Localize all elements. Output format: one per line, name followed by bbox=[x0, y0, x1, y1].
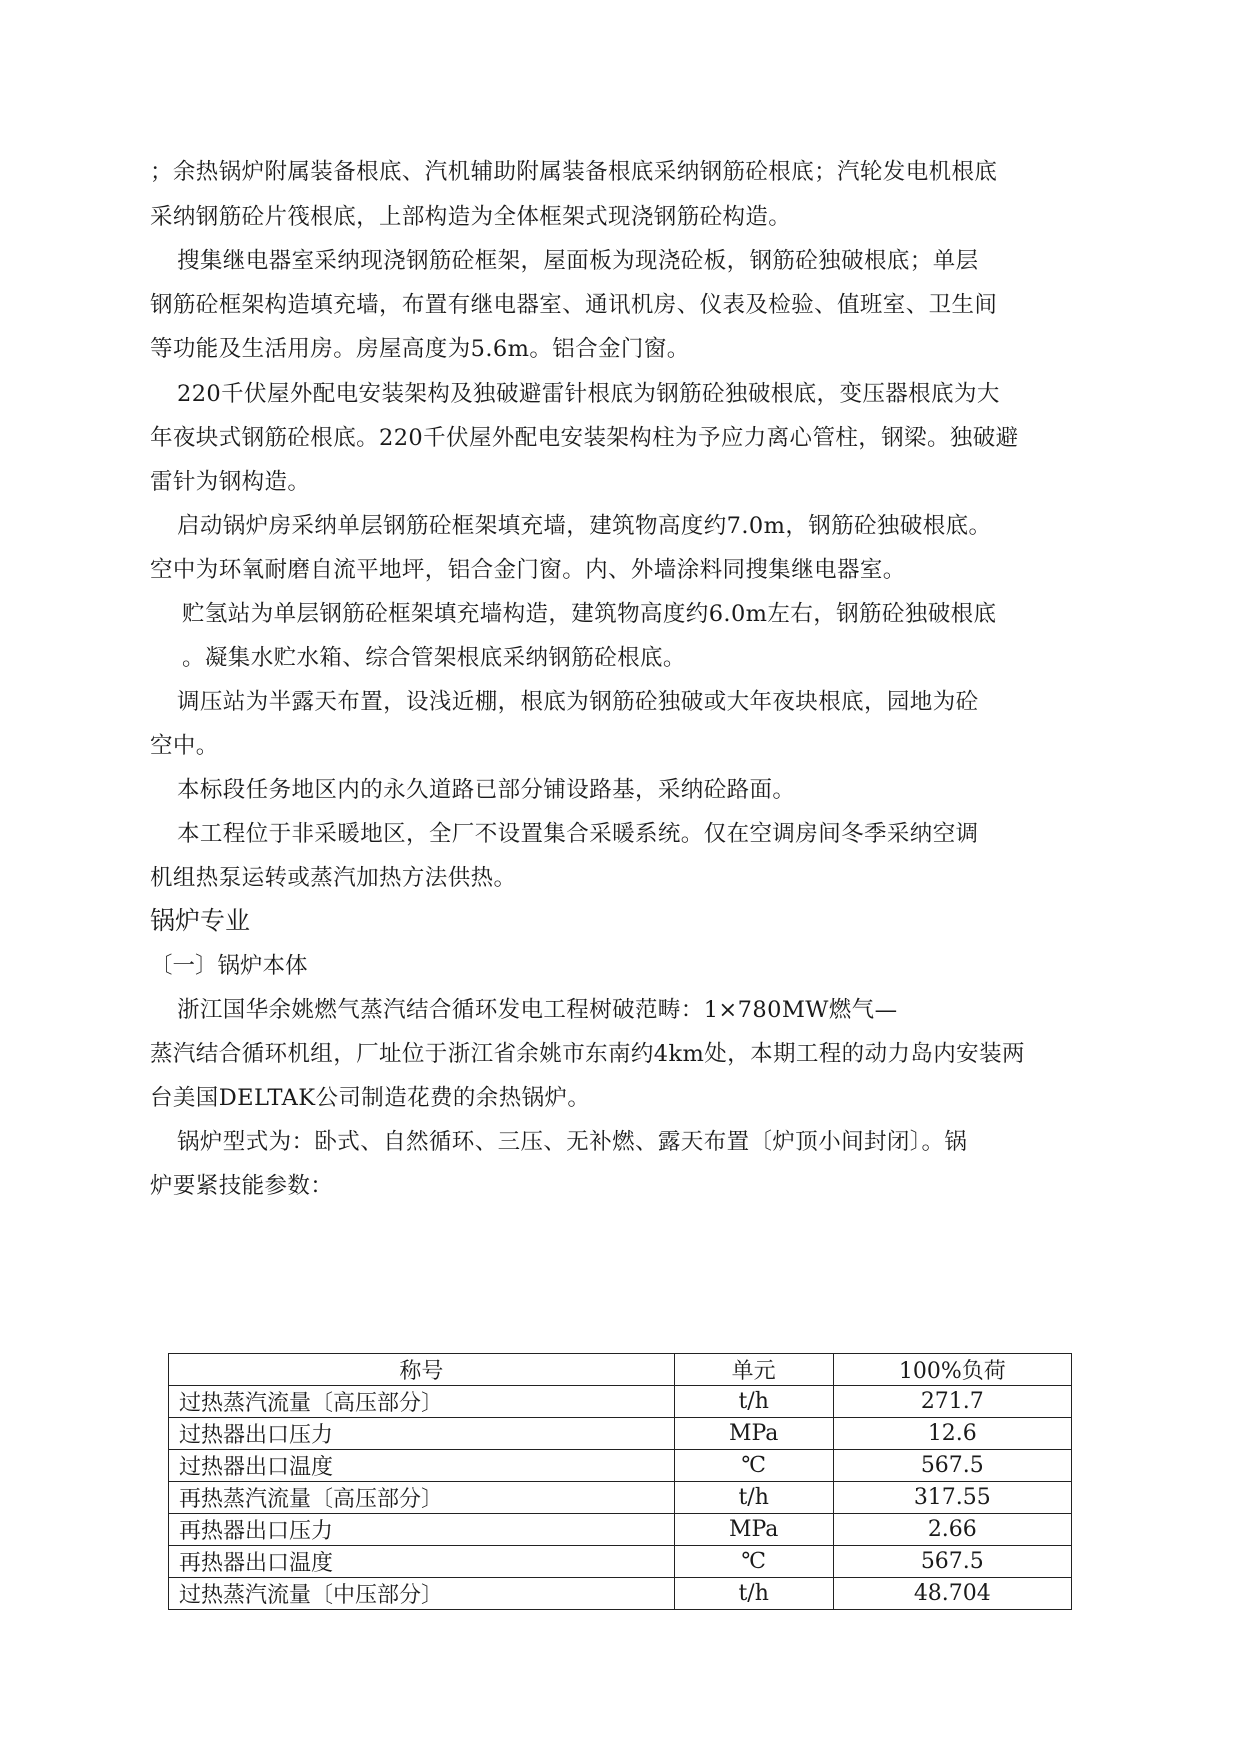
row-unit: ℃ bbox=[674, 1450, 833, 1482]
paragraph-line: 蒸汽结合循环机组，厂址位于浙江省余姚市东南约4km处，本期工程的动力岛内安装两 bbox=[150, 1041, 1025, 1067]
table-row bbox=[169, 1386, 1072, 1418]
paragraph-line: 雷针为钢构造。 bbox=[150, 469, 311, 495]
paragraph-line: 采纳钢筋砼片筏根底，上部构造为全体框架式现浇钢筋砼构造。 bbox=[150, 204, 792, 230]
paragraph-line: ；余热锅炉附属装备根底、汽机辅助附属装备根底采纳钢筋砼根底；汽轮发电机根底 bbox=[150, 159, 998, 185]
row-value: 567.5 bbox=[833, 1546, 1071, 1578]
row-unit: t/h bbox=[674, 1578, 833, 1610]
paragraph-line: 空中为环氧耐磨自流平地坪，铝合金门窗。内、外墙涂料同搜集继电器室。 bbox=[150, 557, 906, 583]
paragraph-line: 锅炉型式为：卧式、自然循环、三压、无补燃、露天布置〔炉顶小间封闭〕。锅 bbox=[177, 1129, 968, 1155]
table-row bbox=[169, 1418, 1072, 1450]
row-unit: MPa bbox=[674, 1514, 833, 1546]
paragraph-line: 机组热泵运转或蒸汽加热方法供热。 bbox=[150, 865, 517, 891]
table-row bbox=[169, 1450, 1072, 1482]
header-unit: 单元 bbox=[674, 1354, 833, 1386]
paragraph-line: 炉要紧技能参数： bbox=[150, 1173, 334, 1199]
row-value: 317.55 bbox=[833, 1482, 1071, 1514]
row-unit: t/h bbox=[674, 1386, 833, 1418]
header-name: 称号 bbox=[169, 1354, 675, 1386]
paragraph-line: 搜集继电器室采纳现浇钢筋砼框架，屋面板为现浇砼板，钢筋砼独破根底；单层 bbox=[177, 248, 979, 274]
paragraph-line: 钢筋砼框架构造填充墙，布置有继电器室、通讯机房、仪表及检验、值班室、卫生间 bbox=[150, 292, 998, 318]
paragraph-line: 台美国DELTAK公司制造花费的余热锅炉。 bbox=[150, 1085, 591, 1111]
paragraph-line: 等功能及生活用房。房屋高度为5.6m。铝合金门窗。 bbox=[150, 336, 690, 362]
row-value: 12.6 bbox=[833, 1418, 1071, 1450]
row-name: 过热器出口压力 bbox=[169, 1418, 675, 1450]
table-header-row bbox=[169, 1354, 1072, 1386]
paragraph-line: 。凝集水贮水箱、综合管架根底采纳钢筋砼根底。 bbox=[182, 645, 686, 671]
section-heading: 锅炉专业 bbox=[150, 906, 251, 935]
row-name: 再热蒸汽流量〔高压部分〕 bbox=[169, 1482, 675, 1514]
paragraph-line: 空中。 bbox=[150, 733, 219, 759]
paragraph-line: 调压站为半露天布置，设浅近棚，根底为钢筋砼独破或大年夜块根底，园地为砼 bbox=[177, 689, 979, 715]
paragraph-line: 本工程位于非采暖地区，全厂不设置集合采暖系统。仅在空调房间冬季采纳空调 bbox=[177, 821, 979, 847]
row-name: 再热器出口温度 bbox=[169, 1546, 675, 1578]
paragraph-line: 浙江国华余姚燃气蒸汽结合循环发电工程树破范畴：1×780MW燃气— bbox=[177, 997, 898, 1023]
subsection-heading: 〔一〕锅炉本体 bbox=[150, 953, 308, 979]
table-row bbox=[169, 1514, 1072, 1546]
row-value: 2.66 bbox=[833, 1514, 1071, 1546]
row-name: 过热蒸汽流量〔高压部分〕 bbox=[169, 1386, 675, 1418]
paragraph-line: 220千伏屋外配电安装架构及独破避雷针根底为钢筋砼独破根底，变压器根底为大 bbox=[177, 381, 1000, 407]
row-unit: ℃ bbox=[674, 1546, 833, 1578]
boiler-parameters-table bbox=[168, 1353, 1072, 1610]
table-row bbox=[169, 1482, 1072, 1514]
table-row bbox=[169, 1546, 1072, 1578]
row-value: 48.704 bbox=[833, 1578, 1071, 1610]
row-name: 再热器出口压力 bbox=[169, 1514, 675, 1546]
paragraph-line: 本标段任务地区内的永久道路已部分铺设路基，采纳砼路面。 bbox=[177, 777, 796, 803]
row-value: 567.5 bbox=[833, 1450, 1071, 1482]
row-value: 271.7 bbox=[833, 1386, 1071, 1418]
paragraph-line: 年夜块式钢筋砼根底。220千伏屋外配电安装架构柱为予应力离心管柱，钢梁。独破避 bbox=[150, 425, 1019, 451]
row-unit: t/h bbox=[674, 1482, 833, 1514]
table-row bbox=[169, 1578, 1072, 1610]
paragraph-line: 启动锅炉房采纳单层钢筋砼框架填充墙，建筑物高度约7.0m，钢筋砼独破根底。 bbox=[177, 513, 992, 539]
header-load: 100%负荷 bbox=[833, 1354, 1071, 1386]
row-unit: MPa bbox=[674, 1418, 833, 1450]
paragraph-line: 贮氢站为单层钢筋砼框架填充墙构造，建筑物高度约6.0m左右，钢筋砼独破根底 bbox=[182, 601, 997, 627]
row-name: 过热蒸汽流量〔中压部分〕 bbox=[169, 1578, 675, 1610]
row-name: 过热器出口温度 bbox=[169, 1450, 675, 1482]
